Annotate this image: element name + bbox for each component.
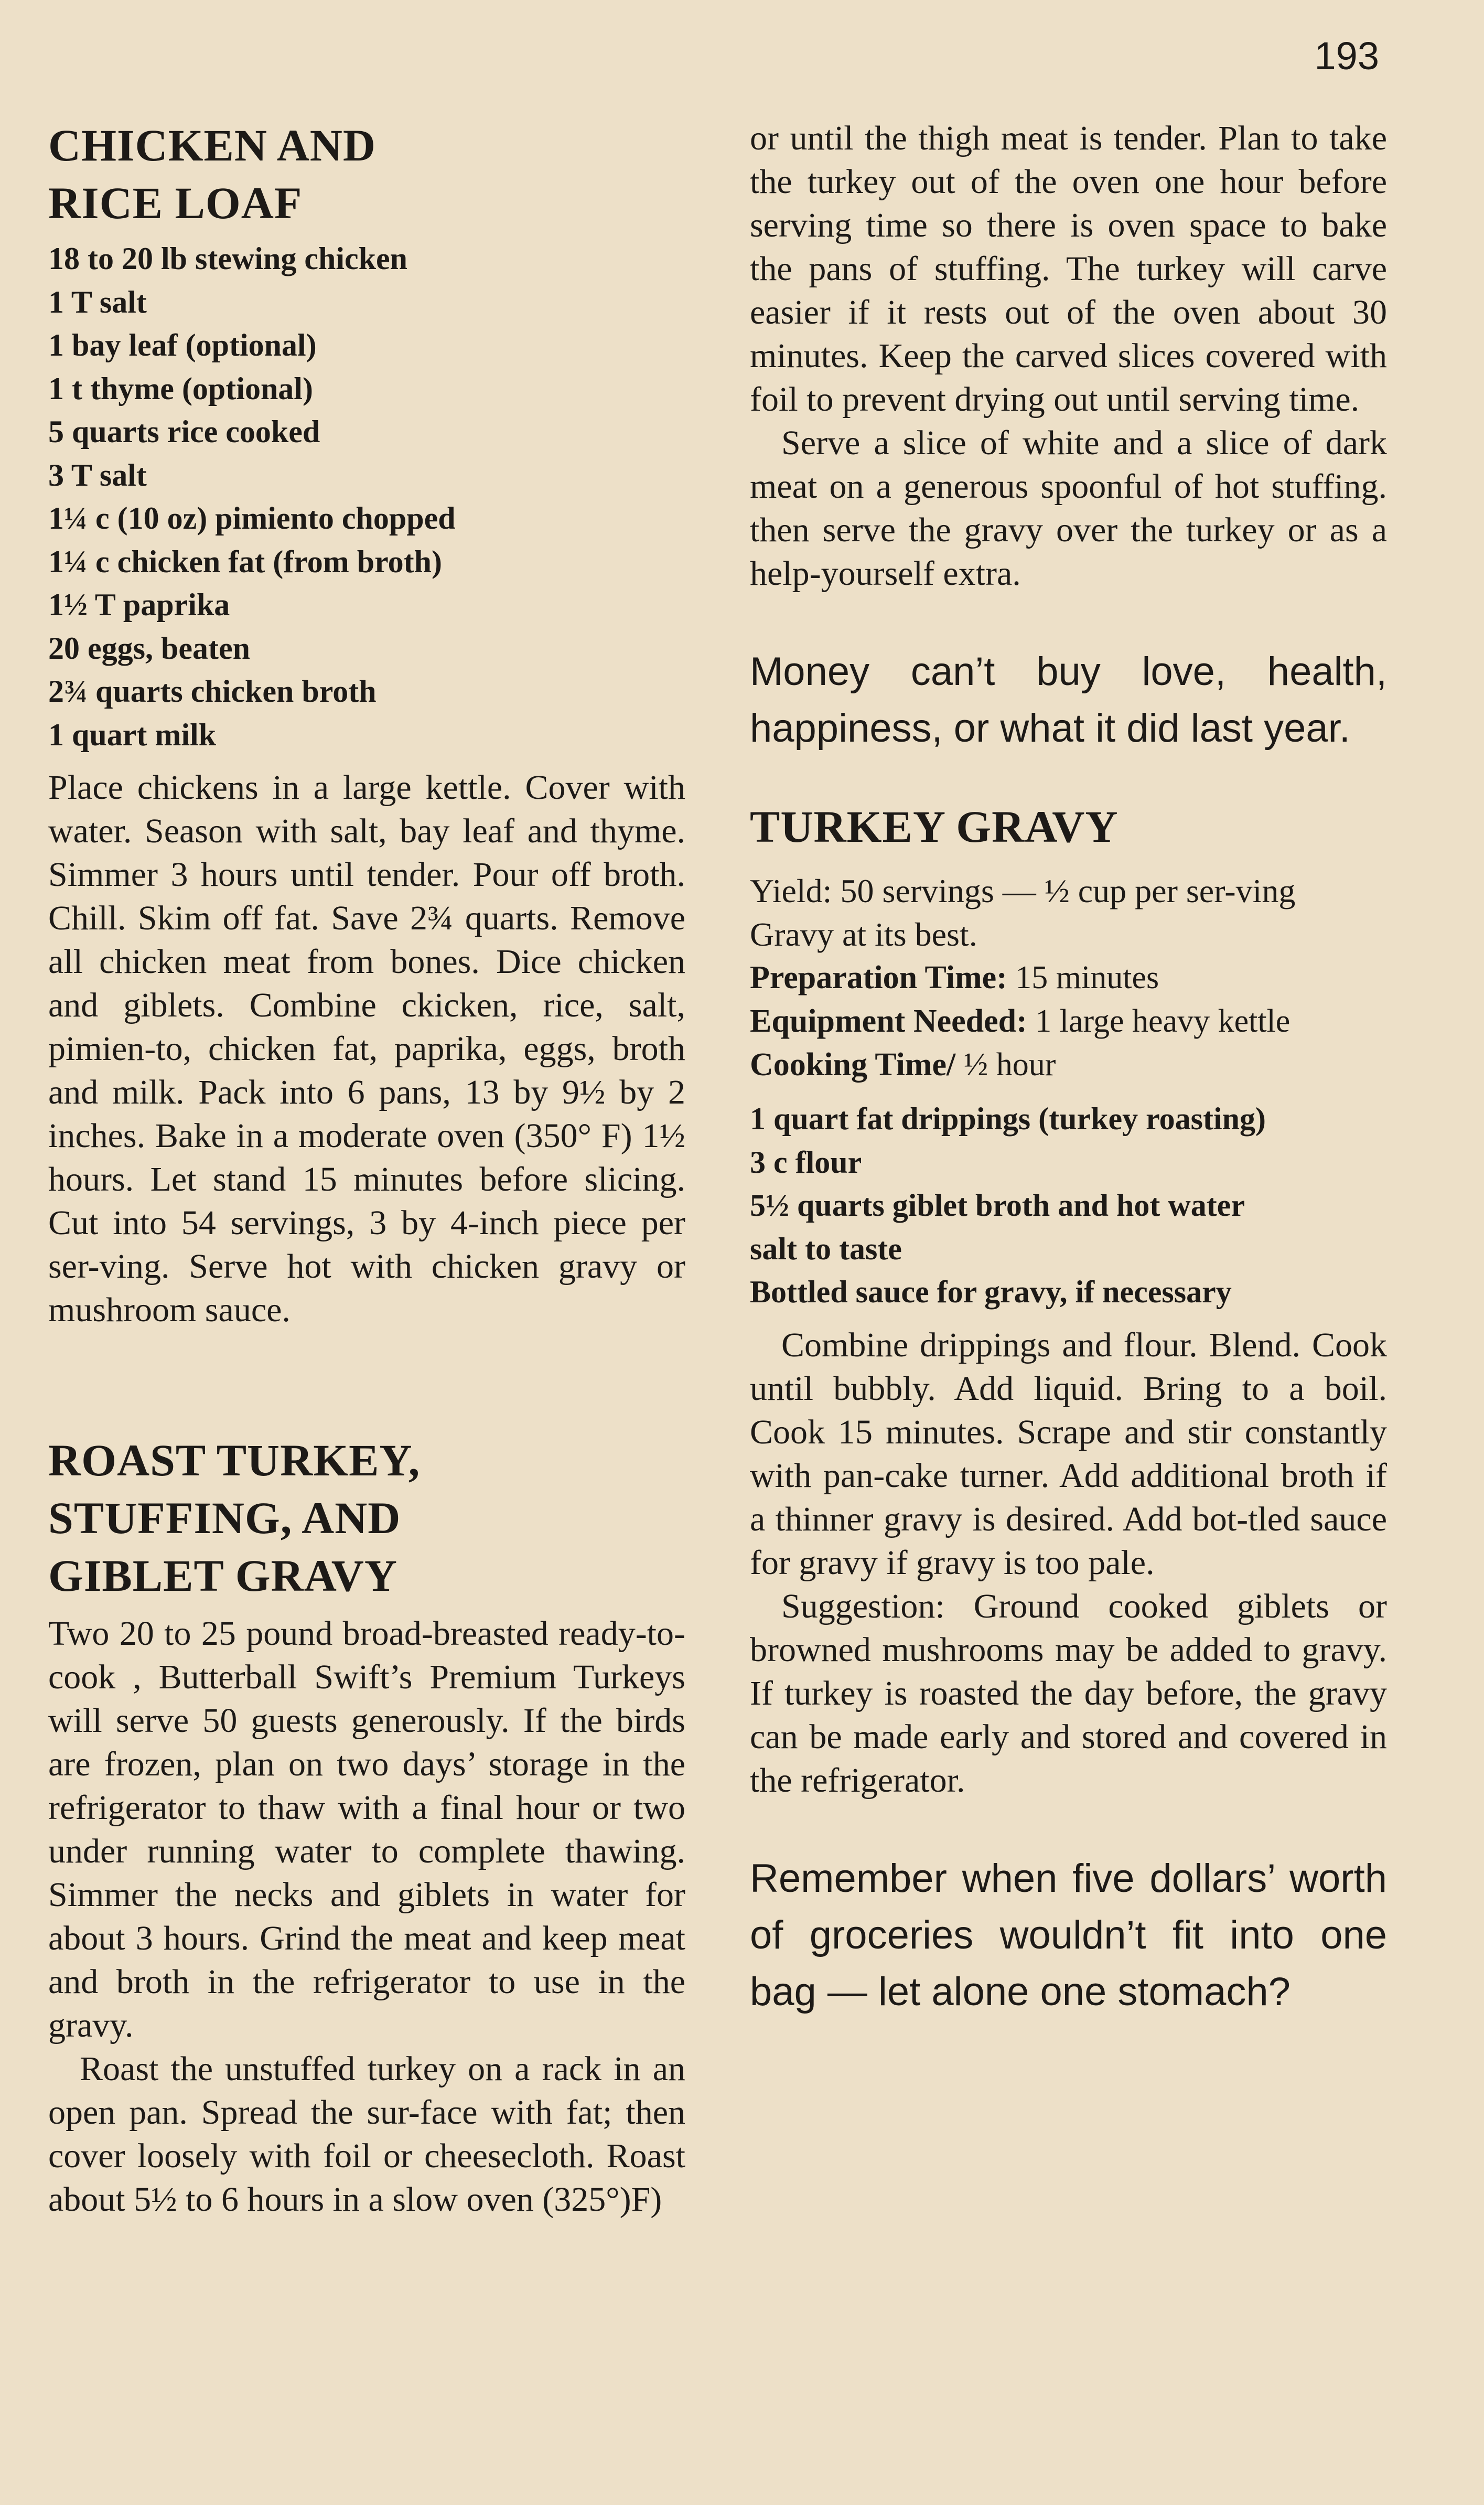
turkey-gravy-title: TURKEY GRAVY [750,801,1119,852]
gravy-ingredient-list [750,1097,1387,1314]
roast-turkey-paragraph: Two 20 to 25 pound broad-breasted ready-to-cook , Butterball Swift’s Premium Turkeys will serve 50 guests generously. If the birds are frozen, plan on two days’ storage in the refrigerator to thaw with a final hour or two under running water to complete thawing. Simmer the necks and giblets in water for about 3 hours. Grind the meat and keep meat and broth in the refrigerator to use in the gravy. [48,1614,685,2044]
tagline: Gravy at its best. [750,916,977,953]
ingredient-item: 1 t thyme (optional) [48,371,313,406]
equipment-needed-label: Equipment Needed: [750,1003,1027,1039]
roast-turkey-paragraph-continued: or until the thigh meat is tender. Plan to take the turkey out of the oven one hour before serving time so there is oven space to bake the pans of stuffing. The turkey will carve easier if it rests out of the oven about 30 minutes. Keep the carved slices covered with foil to prevent drying out until serving time. [750,119,1387,419]
title-line: CHICKEN AND [48,120,377,170]
yield-line: Yield: 50 servings — ½ cup per ser-ving [750,872,1296,909]
ingredient-item: 1¼ c (10 oz) pimiento chopped [48,501,456,536]
ingredient-item: salt to taste [750,1231,902,1266]
roast-turkey-paragraph: Serve a slice of white and a slice of dark meat on a generous spoonful of hot stuffing. then serve the gravy over the turkey or as a help-yourself extra. [750,424,1387,593]
page-number: 193 [1314,34,1379,78]
ingredient-item: Bottled sauce for gravy, if necessary [750,1275,1232,1309]
roast-turkey-paragraph: Roast the unstuffed turkey on a rack in an open pan. Spread the sur-face with fat; then cover loosely with foil or cheesecloth. Roast about 5½ to 6 hours in a slow oven (325°)F) [48,2050,685,2219]
equipment-needed-value: 1 large heavy kettle [1035,1003,1291,1039]
equipment-needed [750,1000,1387,1043]
ingredient-item: 1½ T paprika [48,587,230,622]
right-column [750,116,1387,2020]
preparation-time-value: 15 minutes [1015,960,1159,995]
title-line: STUFFING, AND [48,1493,401,1543]
ingredient-item: 18 to 20 lb stewing chicken [48,241,408,276]
preparation-time [750,956,1387,1000]
preparation-time-label: Preparation Time: [750,960,1007,995]
ingredient-item: 5½ quarts giblet broth and hot water [750,1188,1245,1223]
cooking-time-label: Cooking Time/ [750,1047,956,1083]
chicken-rice-loaf-title [48,116,685,232]
ingredient-item: 1 quart fat drippings (turkey roasting) [750,1101,1266,1136]
chicken-ingredient-list [48,237,685,756]
title-line: ROAST TURKEY, [48,1435,421,1485]
cooking-time-value: ½ hour [963,1047,1056,1083]
left-column [48,116,685,2221]
ingredient-item: 1 T salt [48,284,147,319]
ingredient-item: 1 quart milk [48,717,217,752]
turkey-gravy-details [750,869,1387,1087]
ingredient-item: 3 T salt [48,457,147,493]
cooking-time [750,1043,1387,1087]
roast-turkey-title [48,1431,685,1604]
ingredient-item: 1¼ c chicken fat (from broth) [48,544,442,579]
quote-money: Money can’t buy love, health, happiness, or what it did last year. [750,649,1387,751]
ingredient-item: 3 c flour [750,1144,862,1180]
title-line: GIBLET GRAVY [48,1550,397,1601]
chicken-directions: Place chickens in a large kettle. Cover with water. Season with salt, bay leaf and thyme. Simmer 3 hours until tender. Pour off broth. Chill. Skim off fat. Save 2¾ quarts. Remove all chicken meat from bones. Dice chicken and giblets. Combine ckicken, rice, salt, pimien-to, chicken fat, paprika, eggs, broth and milk. Pack into 6 pans, 13 by 9½ by 2 inches. Bake in a moderate oven (350° F) 1½ hours. Let stand 15 minutes before slicing. Cut into 54 servings, 3 by 4-inch piece per ser-ving. Serve hot with chicken gravy or mushroom sauce. [48,768,685,1329]
ingredient-item: 5 quarts rice cooked [48,414,320,449]
gravy-directions: Combine drippings and flour. Blend. Cook until bubbly. Add liquid. Bring to a boil. Cook 15 minutes. Scrape and stir constantly with pan-cake turner. Add additional broth if a thinner gravy is desired. Add bot-tled sauce for gravy if gravy is too pale. [750,1325,1387,1582]
title-line: RICE LOAF [48,178,303,228]
ingredient-item: 1 bay leaf (optional) [48,328,317,362]
quote-groceries: Remember when five dollars’ worth of groceries wouldn’t fit into one bag — let alone one stomach? [750,1856,1387,2014]
gravy-suggestion: Suggestion: Ground cooked giblets or browned mushrooms may be added to gravy. If turkey is roasted the day before, the gravy can be made early and stored and covered in the refrigerator. [750,1587,1387,1800]
ingredient-item: 20 eggs, beaten [48,630,250,666]
ingredient-item: 2¾ quarts chicken broth [48,674,377,709]
